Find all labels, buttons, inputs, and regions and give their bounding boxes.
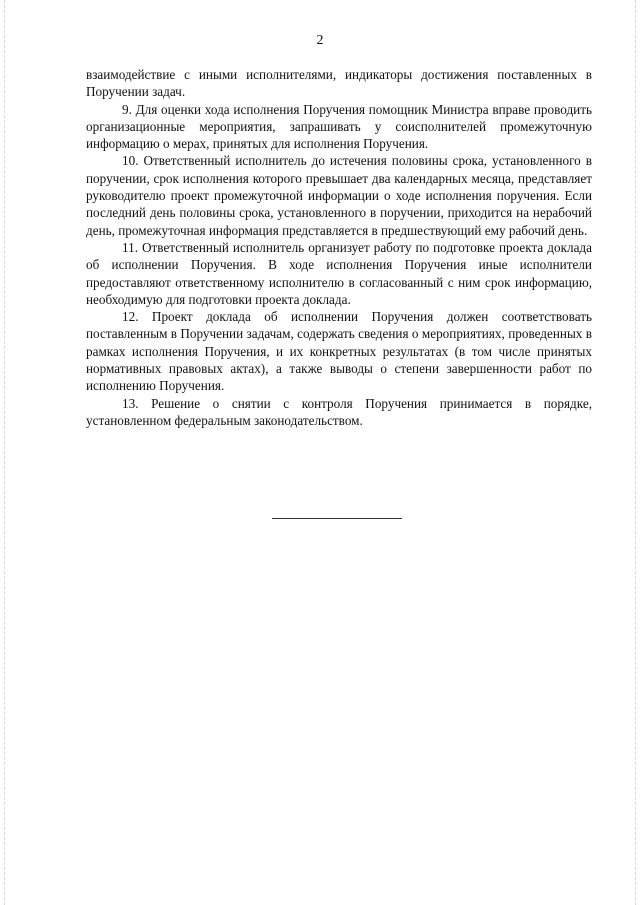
scan-edge-left [4,0,5,905]
paragraph-item-13: 13. Решение о снятии с контроля Поручения принимается в порядке, установленном федеральным законодательством. [86,395,592,428]
closing-rule-line [272,518,402,519]
paragraph-item-10: 10. Ответственный исполнитель до истечения половины срока, установленного в поручении, срок исполнения которого превышает два календарных месяца, представляет руководителю проект промежуточной информации о ходе исполнения поручения. Если последний день половины срока, установленного в поручении, приходится на нерабочий день, промежуточная информация представляется в предшествующий ему рабочий день. [86,153,592,238]
page-number: 2 [316,33,324,48]
scan-edge-right [635,0,636,905]
paragraph-item-9: 9. Для оценки хода исполнения Поручения помощник Министра вправе проводить организационные мероприятия, запрашивать у соисполнителей промежуточную информацию о мерах, принятых для исполнения Поручения. [86,101,592,152]
paragraph-continuation: взаимодействие с иными исполнителями, индикаторы достижения поставленных в Поручении задач. [86,67,592,100]
paragraph-item-12: 12. Проект доклада об исполнении Поручения должен соответствовать поставленным в Поручении задачам, содержать сведения о мероприятиях, проведенных в рамках исполнения Поручения, и их конкретных результатах (в том числе принятых нормативных правовых актах), а также выводы о степени завершенности работ по исполнению Поручения. [86,309,592,394]
document-body [86,66,592,429]
paragraph-item-11: 11. Ответственный исполнитель организует работу по подготовке проекта доклада об исполнении Поручения. В ходе исполнения Поручения иные исполнители предоставляют ответственному исполнителю в согласованный с ним срок информацию, необходимую для подготовки проекта доклада. [86,239,592,307]
